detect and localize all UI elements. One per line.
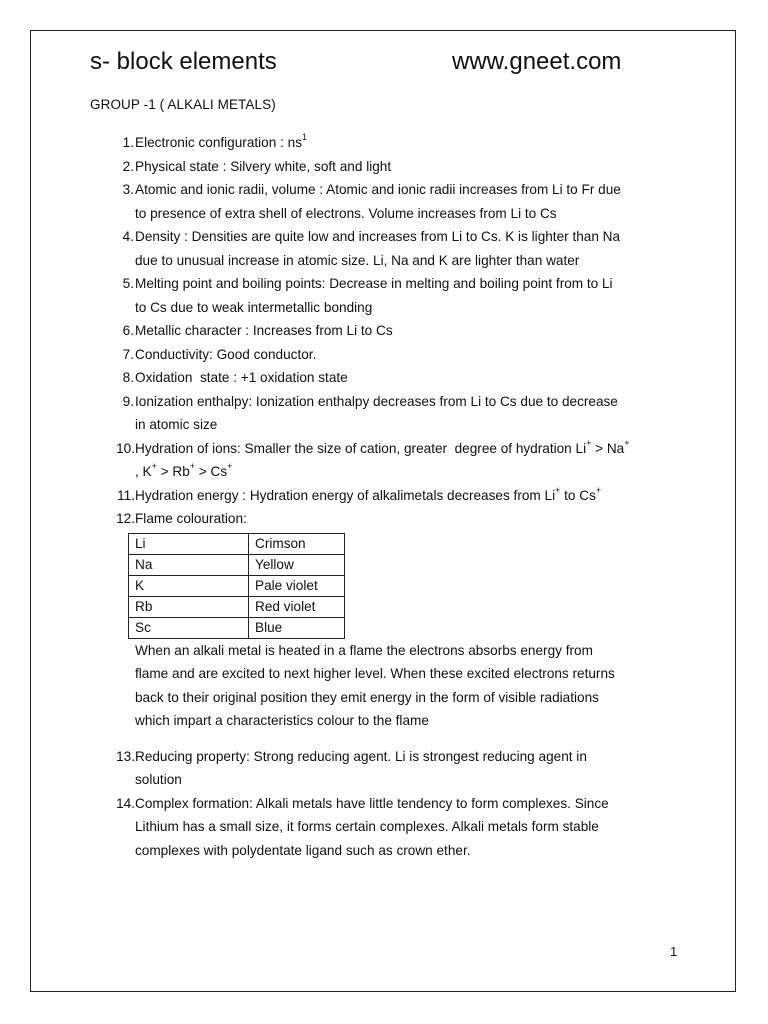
table-cell-colour: Crimson [249,533,345,554]
table-cell-colour: Red violet [249,596,345,617]
list-item [90,225,690,272]
item-number: 12. [116,511,135,526]
item-text-line: to presence of extra shell of electrons. Volume increases from Li to Cs [135,205,557,221]
paragraph-line: back to their original position they emit energy in the form of visible radiations [135,689,599,705]
list-item [90,178,690,225]
item-text-line: Ionization enthalpy: Ionization enthalpy decreases from Li to Cs due to decrease [135,393,618,409]
item-number: 11. [117,487,135,503]
list-item [90,272,690,319]
list-item [90,343,690,367]
flame-explanation [135,639,690,733]
list-item [90,437,690,484]
paragraph-line: When an alkali metal is heated in a flame the electrons absorbs energy from [135,642,593,658]
table-cell-element: Rb [129,596,249,617]
item-number: 8. [122,370,134,385]
item-text: Metallic character : Increases from Li to Cs [135,323,393,338]
item-number: 1. [122,135,134,150]
item-text-line: due to unusual increase in atomic size. Li, Na and K are lighter than water [135,252,580,268]
item-text-line: Melting point and boiling points: Decrease in melting and boiling point from to Li [135,276,613,291]
table-cell-element: Li [129,533,249,554]
item-number: 3. [122,182,134,197]
list-item [90,745,690,792]
item-text: Oxidation state : +1 oxidation state [135,370,348,385]
document-title: s- block elements [90,48,277,75]
list-item [90,792,690,863]
item-text-line: Density : Densities are quite low and increases from Li to Cs. K is lighter than Na [135,229,621,244]
item-number: 7. [122,346,134,362]
item-number: 9. [122,393,134,409]
superscript: 1 [302,132,308,143]
item-text-line: Reducing property: Strong reducing agent. Li is strongest reducing agent in [135,748,587,764]
table-cell-colour: Yellow [249,554,345,575]
item-text-line: complexes with polydentate ligand such as crown ether. [135,842,471,858]
item-text-line: in atomic size [135,417,218,432]
item-text-line: Lithium has a small size, it forms certain complexes. Alkali metals form stable [135,819,599,834]
item-number: 2. [122,158,134,174]
website-url: www.gneet.com [452,48,622,75]
list-item [90,319,690,343]
list-item [90,390,690,437]
list-item [90,366,690,390]
paragraph-line: flame and are excited to next higher level. When these excited electrons returns [135,666,615,681]
page-number: 1 [670,944,678,959]
list-item: 11. Hydration energy : Hydration energy of alkalimetals decreases from Li+ to Cs+ [90,484,690,508]
table-row [129,554,345,575]
table-row [129,575,345,596]
table-cell-element: Sc [129,617,249,638]
item-text: Physical state : Silvery white, soft and light [135,158,392,174]
item-text-line: Atomic and ionic radii, volume : Atomic and ionic radii increases from Li to Fr due [135,182,621,197]
table-cell-colour: Blue [249,617,345,638]
table-cell-element: Na [129,554,249,575]
table-row [129,596,345,617]
item-text-line: , K+ > Rb+ > Cs+ [135,461,233,479]
item-text: Hydration energy : Hydration energy of alkalimetals decreases from Li [135,487,556,503]
item-text-line: Complex formation: Alkali metals have little tendency to form complexes. Since [135,795,609,811]
item-number: 13. [116,748,135,764]
table-row [129,617,345,638]
table-cell-colour: Pale violet [249,575,345,596]
table-row [129,533,345,554]
item-text-line: solution [135,772,182,787]
table-cell-element: K [129,575,249,596]
properties-list [90,131,690,862]
item-text-line: to Cs due to weak intermetallic bonding [135,299,373,315]
paragraph-line: which impart a characteristics colour to the flame [135,713,429,728]
item-number: 4. [122,229,134,244]
list-item [90,131,690,155]
item-number: 10. [116,440,135,456]
item-text: Conductivity: Good conductor. [135,346,317,362]
group-heading: GROUP -1 ( ALKALI METALS) [90,97,276,112]
item-text-line: Hydration of ions: Smaller the size of cation, greater degree of hydration Li+ > Na+ [135,437,630,456]
item-number: 6. [122,323,134,338]
item-text: Electronic configuration : ns [135,135,302,150]
item-number: 5. [122,276,134,291]
list-item [90,155,690,179]
list-item [90,507,690,733]
flame-colour-table [128,533,345,639]
item-text: Flame colouration: [135,511,247,526]
item-number: 14. [116,795,135,811]
